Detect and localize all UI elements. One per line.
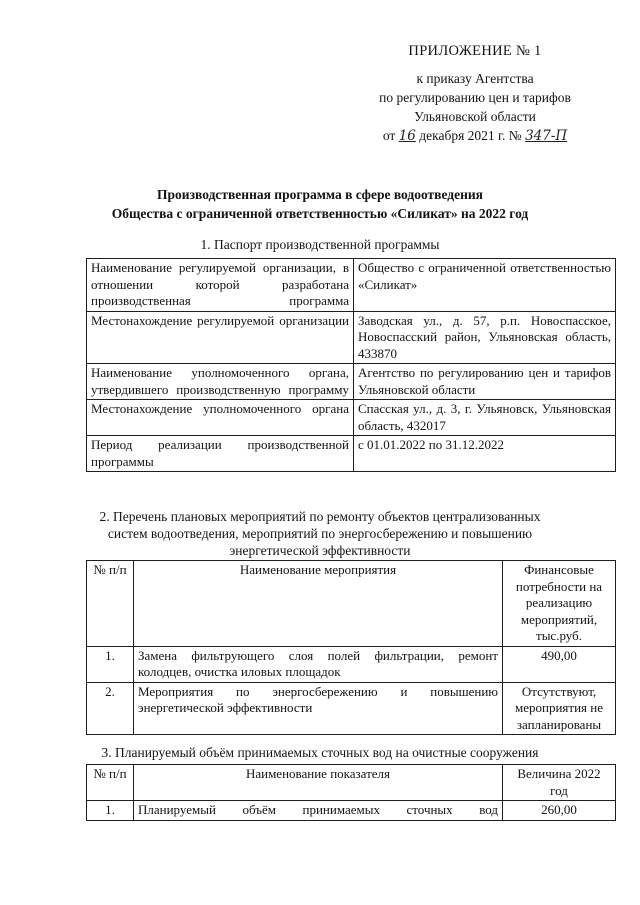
passport-row (87, 311, 616, 364)
passport-row (87, 259, 616, 312)
volume-header-row (87, 765, 616, 801)
passport-row (87, 436, 616, 472)
passport-label: Наименование регулируемой организации, в отношении которой разработана производственная программа (87, 259, 354, 312)
passport-value: с 01.01.2022 по 31.12.2022 (354, 436, 616, 472)
measures-header-row (87, 561, 616, 647)
col-num-header: № п/п (87, 561, 134, 647)
passport-value: Спасская ул., д. 3, г. Ульяновск, Ульяновская область, 432017 (354, 400, 616, 436)
passport-value: Агентство по регулированию цен и тарифов Ульяновской области (354, 364, 616, 400)
col-num-header: № п/п (87, 765, 134, 801)
col-name-header: Наименование показателя (134, 765, 503, 801)
measure-num: 2. (87, 682, 134, 735)
section2-heading-line1: 2. Перечень плановых мероприятий по ремонту объектов централизованных (99, 509, 541, 524)
appendix-number: ПРИЛОЖЕНИЕ № 1 (408, 43, 542, 59)
passport-label: Местонахождение регулируемой организации (87, 311, 354, 364)
passport-row (87, 364, 616, 400)
date-rest: декабря 2021 г. № (419, 128, 522, 143)
volume-name: Планируемый объём принимаемых сточных вод (134, 801, 503, 821)
passport-table (86, 258, 616, 472)
date-day: 16 (398, 128, 416, 144)
measure-row (87, 682, 616, 735)
section1-heading: 1. Паспорт производственной программы (200, 237, 440, 252)
col-name-header: Наименование мероприятия (134, 561, 503, 647)
volume-value: 260,00 (503, 801, 616, 821)
appendix-date-line (330, 126, 620, 146)
appendix-header (330, 42, 620, 146)
passport-label: Местонахождение уполномоченного органа (87, 400, 354, 436)
section2-heading-line2: систем водоотведения, мероприятий по энергосбережению и повышению (107, 526, 533, 541)
passport-label: Период реализации производственной программы (87, 436, 354, 472)
measure-num: 1. (87, 646, 134, 682)
measures-table (86, 560, 616, 735)
title-line1: Производственная программа в сфере водоотведения (157, 187, 483, 202)
col-value-header: Величина 2022 год (503, 765, 616, 801)
section2-heading-line3: энергетической эффективности (229, 543, 411, 558)
appendix-region: Ульяновской области (414, 109, 536, 124)
col-finance-header: Финансовые потребности на реализацию мероприятий, тыс.руб. (503, 561, 616, 647)
volume-table (86, 764, 616, 821)
volume-num: 1. (87, 801, 134, 821)
measure-name: Замена фильтрующего слоя полей фильтрации, ремонт колодцев, очистка иловых площадок (134, 646, 503, 682)
measure-row (87, 646, 616, 682)
measure-name: Мероприятия по энергосбережению и повышению энергетической эффективности (134, 682, 503, 735)
appendix-order-ref: к приказу Агентства (416, 71, 534, 86)
passport-value: Общество с ограниченной ответственностью «Силикат» (354, 259, 616, 312)
section2-heading (0, 508, 640, 559)
appendix-agency: по регулированию цен и тарифов (379, 90, 571, 105)
volume-row (87, 801, 616, 821)
date-prefix: от (382, 128, 396, 143)
measure-value: 490,00 (503, 646, 616, 682)
order-number: 347-П (525, 128, 568, 144)
passport-label: Наименование уполномоченного органа, утвердившего производственную программу (87, 364, 354, 400)
document-title (0, 185, 640, 223)
passport-value: Заводская ул., д. 57, р.п. Новоспасское, Новоспасский район, Ульяновская область, 433870 (354, 311, 616, 364)
measure-value: Отсутствуют, мероприятия не запланированы (503, 682, 616, 735)
section3-heading: 3. Планируемый объём принимаемых сточных вод на очистные сооружения (101, 745, 539, 760)
title-line2: Общества с ограниченной ответственностью «Силикат» на 2022 год (111, 206, 529, 221)
passport-row (87, 400, 616, 436)
